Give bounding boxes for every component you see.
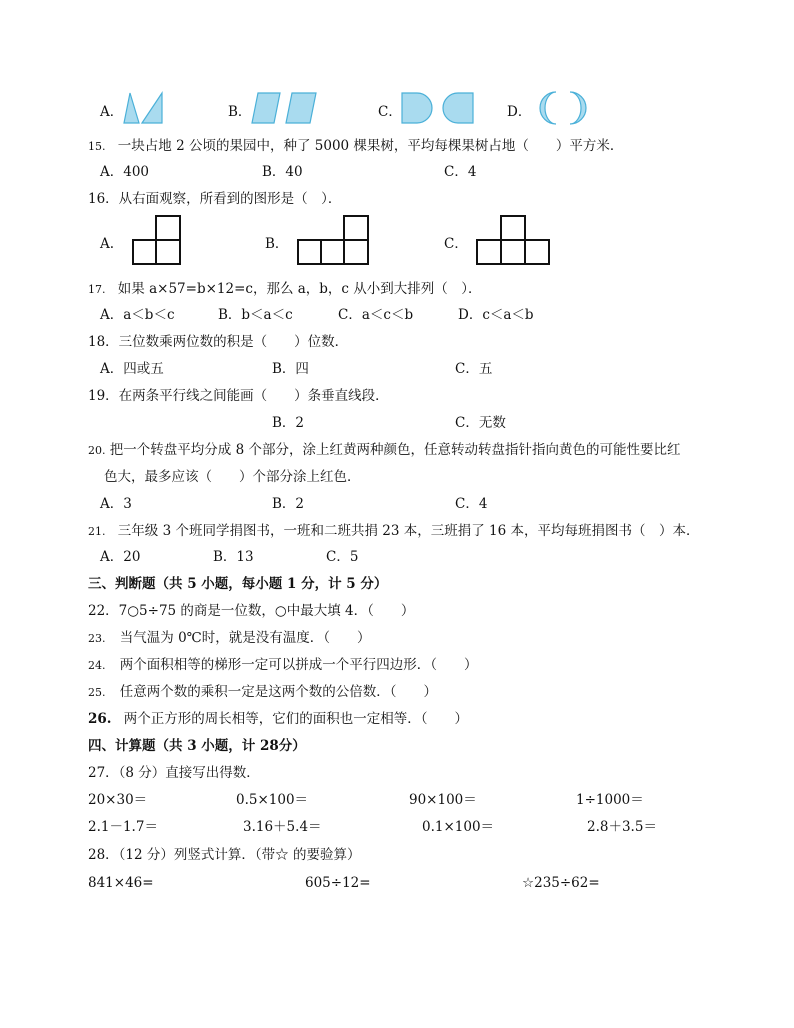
q16-figure-a xyxy=(132,215,182,267)
q19-option-c: C．无数 xyxy=(455,415,506,431)
question-16: 16．从右面观察，所看到的图形是（ ）． xyxy=(88,191,342,207)
q27-item-6: 3.16＋5.4＝ xyxy=(243,819,322,835)
q28-item-1: 841×46= xyxy=(88,875,154,891)
q14-option-b-label: B． xyxy=(228,104,252,120)
q27-item-3: 90×100＝ xyxy=(409,792,477,808)
question-28: 28．（12 分）列竖式计算．（带☆ 的要验算） xyxy=(88,847,361,863)
q23-text: 当气温为 0℃时，就是没有温度．（ ） xyxy=(119,630,371,646)
q27-item-8: 2.8＋3.5＝ xyxy=(587,819,657,835)
q17-number: 17. xyxy=(88,283,106,296)
question-27: 27．（8 分）直接写出得数． xyxy=(88,765,260,781)
question-24 xyxy=(88,656,478,675)
q16-option-c-label: C． xyxy=(444,236,468,252)
q16-option-b-label: B． xyxy=(265,236,289,252)
q18-option-c: C．五 xyxy=(455,361,493,377)
q21-number: 21. xyxy=(88,525,106,538)
q15-option-c: C．4 xyxy=(444,164,477,180)
q20-option-c: C．4 xyxy=(455,496,488,512)
q14-option-c-label: C． xyxy=(378,104,402,120)
q14-shape-b xyxy=(250,92,320,124)
q17-option-b: B．b＜a＜c xyxy=(218,307,293,323)
q20-option-a: A．3 xyxy=(100,496,132,512)
q14-shape-d xyxy=(538,91,590,125)
q20-option-b: B．2 xyxy=(272,496,305,512)
question-21 xyxy=(88,522,700,541)
q17-option-c: C．a＜c＜b xyxy=(338,307,414,323)
q24-text: 两个面积相等的梯形一定可以拼成一个平行四边形．（ ） xyxy=(119,657,478,673)
section-4-heading: 四、计算题（共 3 小题，计 28分） xyxy=(88,738,306,754)
q16-option-a-label: A. xyxy=(100,236,115,252)
q21-option-a: A．20 xyxy=(100,549,141,565)
question-20 xyxy=(88,441,680,460)
q14-option-a-label: A． xyxy=(100,104,124,120)
q18-option-b: B．四 xyxy=(272,361,309,377)
q17-option-a: A．a＜b＜c xyxy=(100,307,175,323)
question-26 xyxy=(88,710,468,728)
question-15 xyxy=(88,137,623,156)
q21-text: 三年级 3 个班同学捐图书，一班和二班共捐 23 本，三班捐了 16 本，平均每班捐图书（ ）本． xyxy=(117,523,700,539)
q23-number: 23. xyxy=(88,632,106,645)
q14-shape-c xyxy=(401,92,475,124)
q24-number: 24. xyxy=(88,659,106,672)
q25-text: 任意两个数的乘积一定是这两个数的公倍数．（ ） xyxy=(119,684,438,700)
question-19: 19．在两条平行线之间能画（ ）条垂直线段． xyxy=(88,388,389,404)
q26-text: 两个正方形的周长相等，它们的面积也一定相等．（ ） xyxy=(123,711,469,727)
q18-option-a: A．四或五 xyxy=(100,361,164,377)
q17-text: 如果 a×57=b×12=c，那么 a，b，c 从小到大排列（ ）． xyxy=(117,281,482,297)
q25-number: 25. xyxy=(88,686,106,699)
q15-number: 15. xyxy=(88,140,106,153)
q21-option-b: B．13 xyxy=(213,549,254,565)
q15-text: 一块占地 2 公顷的果园中，种了 5000 棵果树，平均每棵果树占地（ ）平方米． xyxy=(117,138,624,154)
q16-figure-c xyxy=(476,215,552,267)
q27-item-5: 2.1－1.7＝ xyxy=(88,819,158,835)
q15-option-a: A．400 xyxy=(100,164,150,180)
q19-option-b: B．2 xyxy=(272,415,305,431)
q28-item-2: 605÷12= xyxy=(305,875,371,891)
section-3-heading: 三、判断题（共 5 小题，每小题 1 分，计 5 分） xyxy=(88,576,388,592)
q15-option-b: B．40 xyxy=(262,164,303,180)
q20-text-line1: 把一个转盘平均分成 8 个部分，涂上红黄两种颜色，任意转动转盘指针指向黄色的可能性要比红 xyxy=(109,442,681,458)
q27-item-1: 20×30＝ xyxy=(88,792,148,808)
q20-number: 20. xyxy=(88,444,106,457)
q27-item-4: 1÷1000＝ xyxy=(576,792,644,808)
q17-option-d: D．c＜a＜b xyxy=(458,307,534,323)
q20-text-line2: 色大，最多应该（ ）个部分涂上红色． xyxy=(104,469,361,485)
question-25 xyxy=(88,683,437,702)
q27-item-7: 0.1×100＝ xyxy=(422,819,495,835)
question-23 xyxy=(88,629,371,648)
q27-item-2: 0.5×100＝ xyxy=(236,792,309,808)
question-17 xyxy=(88,280,482,299)
question-18: 18．三位数乘两位数的积是（ ）位数． xyxy=(88,334,349,350)
q14-option-d-label: D． xyxy=(507,104,532,120)
q28-item-3: ☆235÷62= xyxy=(522,875,600,891)
q16-figure-b xyxy=(297,215,371,267)
question-22: 22．7○5÷75 的商是一位数，○中最大填 4．（ ） xyxy=(88,603,415,619)
q14-shape-a xyxy=(123,92,165,124)
q21-option-c: C．5 xyxy=(326,549,359,565)
q26-number: 26. xyxy=(88,711,112,727)
